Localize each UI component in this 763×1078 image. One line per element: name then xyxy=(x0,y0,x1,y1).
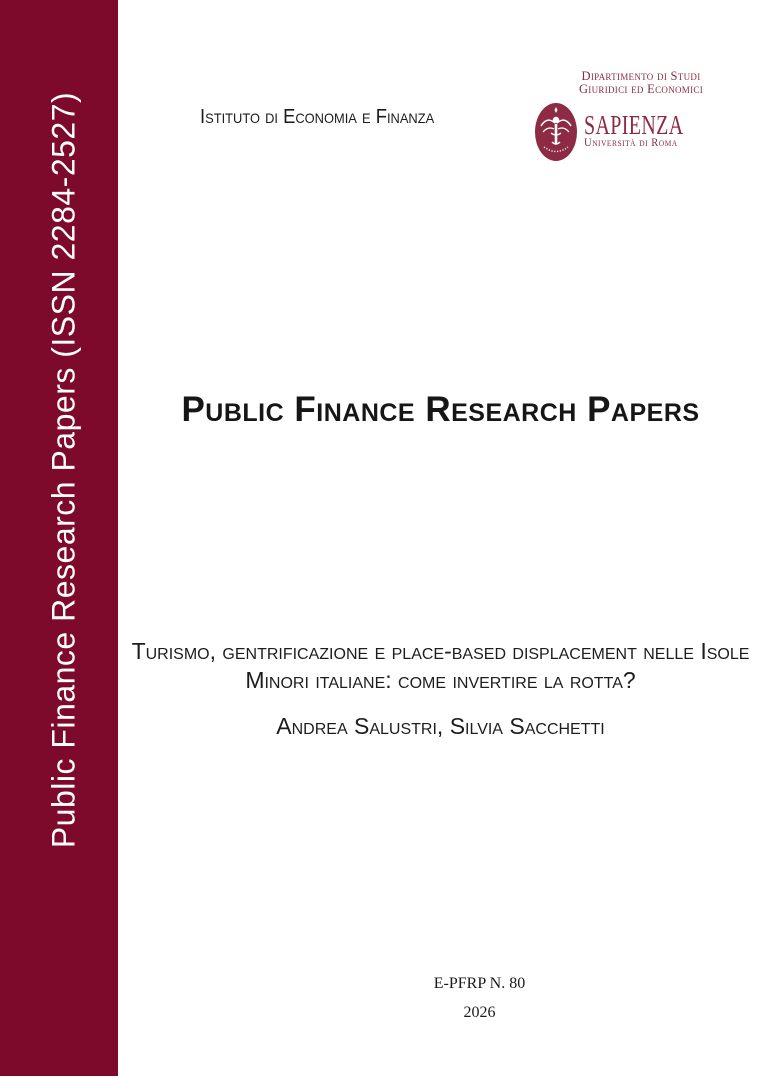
publication-year: 2026 xyxy=(463,1004,496,1021)
sapienza-emblem-icon xyxy=(534,102,578,162)
department-line1: Dipartimento di Studi xyxy=(581,69,701,83)
paper-title xyxy=(128,637,753,695)
paper-title-line2: Minori italiane: come invertire la rotta? xyxy=(245,667,636,693)
series-title: Public Finance Research Papers xyxy=(181,390,700,429)
institute-name: Istituto di Economia e Finanza xyxy=(200,106,435,128)
series-issn-vertical-label: Public Finance Research Papers (ISSN 2284-2527) xyxy=(45,91,82,849)
department-line2: Giuridici ed Economici xyxy=(578,82,703,96)
sapienza-wordmark: SAPIENZA xyxy=(584,110,684,140)
university-subtitle: Università di Roma xyxy=(584,137,678,149)
paper-title-line1: Turismo, gentrificazione e place-based displacement nelle Isole xyxy=(131,638,750,664)
authors: Andrea Salustri, Silvia Sacchetti xyxy=(276,713,605,739)
department-name xyxy=(566,70,716,96)
series-sidebar-band xyxy=(0,0,118,1076)
paper-number: E-PFRP N. 80 xyxy=(433,975,526,992)
